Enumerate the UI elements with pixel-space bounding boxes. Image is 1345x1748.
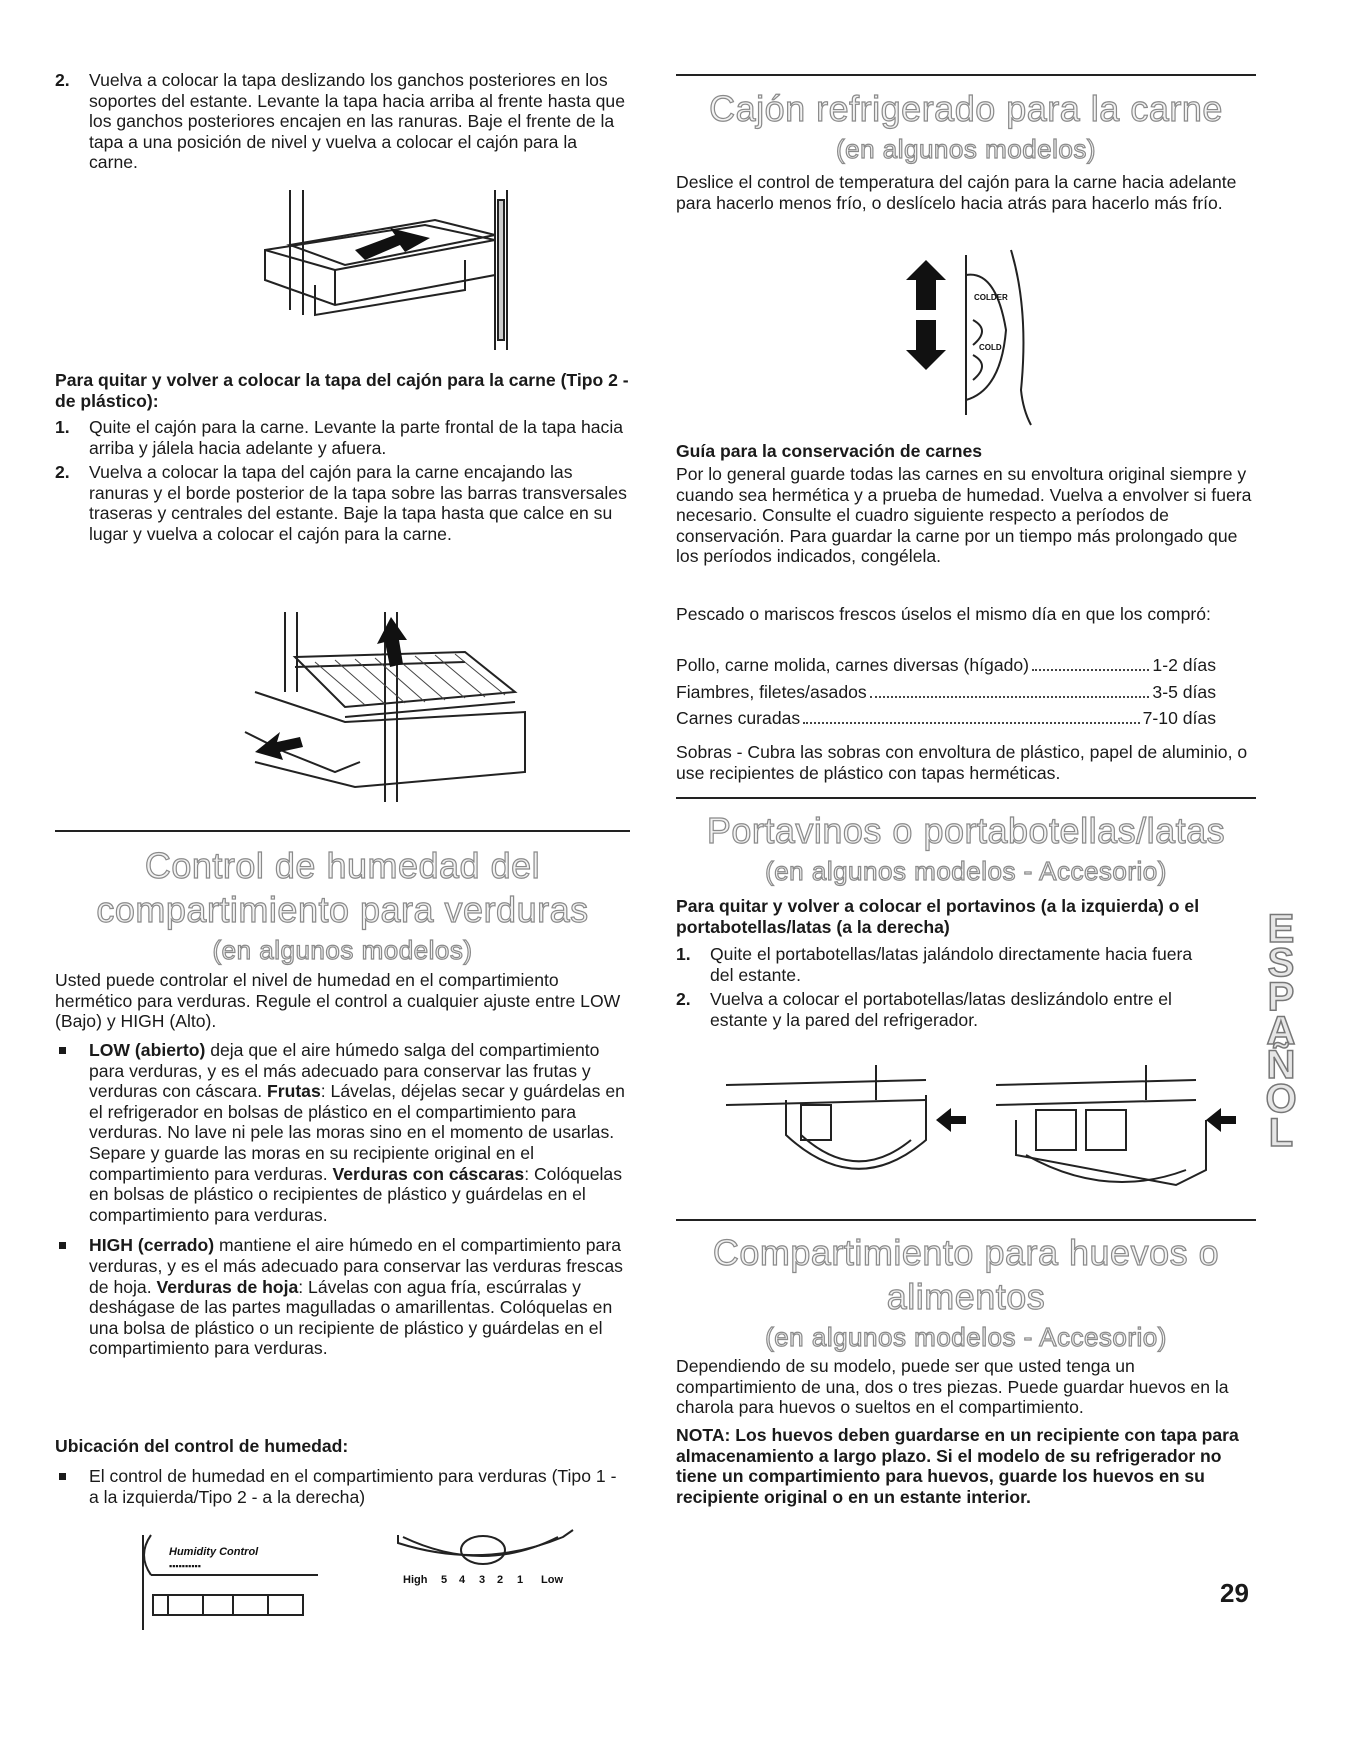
arrow-left-icon [1206, 1108, 1236, 1132]
section-divider [676, 1219, 1256, 1221]
table-cell-days: 7-10 días [1142, 708, 1216, 729]
step-number: 1. [55, 417, 70, 437]
wine-heading: Para quitar y volver a colocar el portavinos (a la izquierda) o el portabotellas/latas (a la derecha) [676, 896, 1200, 937]
step-number: 2. [55, 70, 70, 90]
section-title-wine: Portavinos o portabotellas/latas [706, 810, 1226, 851]
arrow-up-icon [906, 260, 946, 310]
guide-fish: Pescado o mariscos frescos úselos el mismo día en que los compró: [676, 604, 1211, 624]
table-row [676, 708, 1216, 729]
cold-label: COLD [979, 343, 1002, 352]
section-title-humidity-2: compartimiento para verduras [96, 889, 589, 930]
table-row [676, 655, 1216, 676]
step-number: 1. [676, 944, 691, 964]
step-text: Quite el cajón para la carne. Levante la parte frontal de la tapa hacia arriba y jálela hacia adelante y afuera. [89, 417, 624, 458]
table-cell-item: Fiambres, filetes/asados [676, 681, 867, 702]
crisper-cover-illustration [225, 190, 525, 350]
side-tab-letter: E [1267, 907, 1295, 951]
table-row [676, 682, 1216, 703]
storage-table [676, 655, 1216, 729]
bullet-icon [59, 1473, 66, 1480]
bullet-list [55, 1040, 630, 1359]
step-text: Vuelva a colocar la tapa del cajón para la carne encajando las ranuras y el borde posterior de la tapa sobre las barras transversales traseras y centrales del estante. Baje la tapa hasta que calce en su lugar y vuelva a colocar el cajón para la carne. [89, 462, 627, 544]
step-text: Quite el portabotellas/latas jalándolo directamente hacia fuera del estante. [710, 944, 1193, 985]
section-title-humidity: Control de humedad del [144, 845, 541, 886]
guide-paragraph: Por lo general guarde todas las carnes en su envoltura original siempre y cuando sea hermética y a prueba de humedad. Vuelva a envolver si fuera necesario. Consulte el cuadro siguiente respecto a períodos de conservación. Para guardar la carne por un tiempo más prolongado que los períodos indicados, congélela. [676, 464, 1252, 567]
humidity-intro: Usted puede controlar el nivel de humedad en el compartimiento hermético para verduras. Regule el control a cualquier ajuste entre LOW (Bajo) y HIGH (Alto). [55, 970, 621, 1032]
list-item-high [55, 1235, 630, 1359]
step-1 [55, 417, 630, 458]
side-tab-letter: S [1267, 941, 1295, 985]
dial-label: 2 [497, 1574, 504, 1586]
step-text: Vuelva a colocar la tapa deslizando los ganchos posteriores en los soportes del estante. Levante la tapa hacia arriba al frente hasta que los ganchos posteriores encajen en las ranuras. Baje el frente de la tapa a una posición de nivel y vuelva a colocar el cajón para la carne. [89, 70, 625, 173]
step-2-top [55, 70, 630, 173]
bullet-icon [59, 1242, 66, 1249]
humidity-label: Humidity Control [169, 1546, 259, 1558]
bullet-text: El control de humedad en el compartimiento para verduras (Tipo 1 - a la izquierda/Tipo 2 - a la derecha) [89, 1466, 617, 1507]
step-2 [55, 462, 630, 544]
side-tab-letter: A [1266, 1009, 1296, 1053]
subhead-tipo2: Para quitar y volver a colocar la tapa del cajón para la carne (Tipo 2 - de plástico): [55, 370, 629, 411]
side-tab-letter: Ñ [1266, 1043, 1296, 1087]
section-divider [676, 797, 1256, 799]
bullet-icon [59, 1047, 66, 1054]
egg-text: Dependiendo de su modelo, puede ser que usted tenga un compartimiento de una, dos o tres piezas. Puede guardar huevos en la charola para huevos o sueltos en el compartimiento. [676, 1356, 1229, 1418]
bullet-label: HIGH (cerrado) [89, 1235, 215, 1256]
humidity-scale-dots: ▪▪▪▪▪▪▪▪▪▪ [169, 1561, 201, 1571]
section-subtitle: (en algunos modelos) [212, 935, 473, 965]
wine-rack-illustration [726, 1060, 1236, 1200]
section-divider [55, 830, 630, 832]
page-number: 29 [1220, 1578, 1249, 1608]
dial-label: Low [541, 1574, 563, 1586]
section-title-egg: Compartimiento para huevos o [712, 1232, 1220, 1273]
dial-label: High [403, 1574, 428, 1586]
table-cell-item: Carnes curadas [676, 708, 801, 729]
dial-label: 3 [479, 1574, 486, 1586]
steps-list [55, 417, 630, 545]
subhead-location: Ubicación del control de humedad: [55, 1436, 349, 1456]
language-side-tab [1253, 907, 1309, 1172]
wine-steps [676, 944, 1256, 1030]
bullet-label: Verduras de hoja [156, 1276, 299, 1297]
bullet-text: : Colóquelas en bolsas de plástico o recipientes de plástico y guárdelas en el compartimiento para verduras. [89, 1163, 623, 1225]
step-text: Vuelva a colocar el portabotellas/latas deslizándolo entre el estante y la pared del refrigerador. [710, 989, 1172, 1030]
list-item-location [55, 1466, 630, 1507]
bullet-label: LOW (abierto) [89, 1040, 206, 1060]
table-cell-item: Pollo, carne molida, carnes diversas (hígado) [676, 655, 1030, 675]
section-subtitle: (en algunos modelos) [835, 134, 1097, 164]
shelf-cover-illustration [225, 612, 555, 802]
step-2 [676, 989, 1256, 1030]
dial-label: 1 [517, 1574, 524, 1586]
section-title-meat: Cajón refrigerado para la carne [709, 88, 1223, 129]
bullet-label: Verduras con cáscaras [332, 1163, 525, 1184]
meat-temp-control-illustration [911, 250, 1061, 430]
bullet-text: : Lávelas, déjelas secar y guárdelas en el refrigerador en bolsas de plástico en el compartimiento para verduras. No lave ni pele las moras sino en el momento de usarlas. Separe y guarde las moras en su recipiente original en el compartimiento para verduras. [89, 1081, 625, 1184]
section-title-egg-2: alimentos [886, 1276, 1046, 1317]
section-subtitle: (en algunos modelos - Accesorio) [765, 856, 1167, 886]
section-subtitle: (en algunos modelos - Accesorio) [765, 1322, 1167, 1352]
step-number: 2. [55, 462, 70, 483]
meat-text: Deslice el control de temperatura del cajón para la carne hacia adelante para hacerlo menos frío, o deslícelo hacia atrás para hacerlo más frío. [676, 172, 1237, 213]
side-tab-letter: L [1268, 1111, 1294, 1155]
dial-label: 5 [441, 1574, 448, 1586]
arrow-down-icon [906, 320, 946, 370]
egg-note: NOTA: Los huevos deben guardarse en un recipiente con tapa para almacenamiento a largo plazo. Si el modelo de su refrigerador no tiene un compartimiento para huevos, guarde los huevos en su recipiente original o en un estante interior. [676, 1425, 1239, 1507]
bullet-label: Frutas [266, 1081, 321, 1102]
side-tab-letter: O [1265, 1077, 1297, 1121]
step-1 [676, 944, 1256, 985]
bullet-text: mantiene el aire húmedo en el compartimiento para verduras, y es el más adecuado para conservar las verduras frescas de hoja. [89, 1235, 623, 1297]
humidity-control-illustration [133, 1525, 573, 1635]
table-cell-days: 3-5 días [1152, 681, 1216, 702]
table-cell-days: 1-2 días [1152, 655, 1216, 675]
bullet-text: deja que el aire húmedo salga del compartimiento para verduras, y es el más adecuado para conservar las frutas y verduras con cáscara. [89, 1040, 600, 1102]
side-tab-letter: P [1267, 975, 1295, 1019]
arrow-left-icon [936, 1108, 966, 1132]
dial-label: 4 [459, 1574, 466, 1586]
colder-label: COLDER [974, 293, 1008, 302]
left-column [55, 0, 630, 1586]
bullet-text: : Lávelas con agua fría, escúrralas y deshágase de las partes magulladas o amarillentas. Colóquelas en una bolsa de plástico o un recipiente de plástico y guárdelas en el compartimiento para verduras. [89, 1276, 613, 1359]
list-item-low [55, 1040, 630, 1225]
step-number: 2. [676, 989, 691, 1010]
section-divider [676, 74, 1256, 76]
guide-leftovers: Sobras - Cubra las sobras con envoltura de plástico, papel de aluminio, o use recipientes de plástico con tapas herméticas. [676, 742, 1248, 783]
guide-heading: Guía para la conservación de carnes [676, 441, 983, 461]
